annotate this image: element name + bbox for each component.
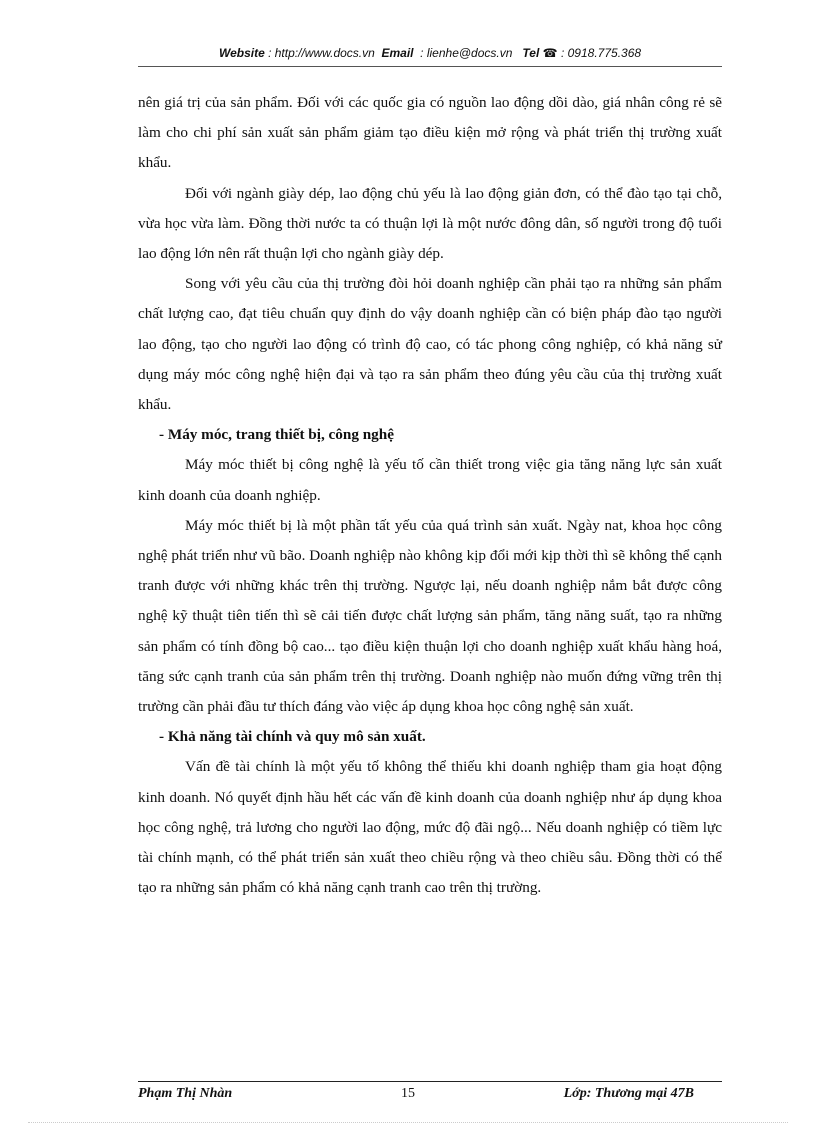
email-label: Email — [381, 46, 414, 60]
paragraph-6: Vấn đề tài chính là một yếu tố không thể thiếu khi doanh nghiệp tham gia hoạt động kinh doanh. Nó quyết định hầu hết các vấn đề kinh doanh của doanh nghiệp như áp dụng khoa học công nghệ, trả lương cho người lao động, mức độ đãi ngộ... Nếu doanh nghiệp có tiềm lực tài chính mạnh, có thể phát triển sản xuất theo chiều rộng và theo chiều sâu. Đồng thời có thể tạo ra những sản phẩm có khả năng cạnh tranh cao trên thị trường. — [138, 758, 722, 897]
footer-divider — [138, 1081, 722, 1082]
page-header — [138, 46, 722, 67]
email-value: : lienhe@docs.vn — [420, 46, 513, 60]
page-footer — [138, 1086, 722, 1108]
website-label: Website — [218, 46, 265, 60]
paragraph-1: nên giá trị của sản phẩm. Đối với các quốc gia có nguồn lao động dồi dào, giá nhân công rẻ sẽ làm cho chi phí sản xuất sản phẩm giảm tạo điều kiện mở rộng và phát triển thị trường xuất khẩu. — [138, 94, 722, 172]
phone-icon: ☎ — [542, 46, 558, 60]
tel-label: Tel — [522, 46, 540, 60]
paragraph-4: Máy móc thiết bị công nghệ là yếu tố cần thiết trong việc gia tăng năng lực sản xuất kinh doanh của doanh nghiệp. — [138, 456, 722, 504]
paragraph-2: Đối với ngành giày dép, lao động chủ yếu là lao động giản đơn, có thể đào tạo tại chỗ, vừa học vừa làm. Đồng thời nước ta có thuận lợi là một nước đông dân, số người trong độ tuổi lao động lớn nên rất thuận lợi cho ngành giày dép. — [138, 184, 722, 263]
paragraph-5: Máy móc thiết bị là một phần tất yếu của quá trình sản xuất. Ngày nat, khoa học công nghệ phát triển như vũ bão. Doanh nghiệp nào không kịp đổi mới kịp thời thì sẽ không thể cạnh tranh được với những khác trên thị trường. Ngược lại, nếu doanh nghiệp nắm bắt được công nghệ kỹ thuật tiên tiến thì sẽ cải tiến được chất lượng sản phẩm, tăng năng suất, tạo ra những sản phẩm có tính đồng bộ cao... tạo điều kiện thuận lợi cho doanh nghiệp xuất khẩu hàng hoá, tăng sức cạnh tranh của sản phẩm trên thị trường. Doanh nghiệp nào muốn đứng vững trên thị trường cần phải đầu tư thích đáng vào việc áp dụng khoa học công nghệ sản xuất. — [138, 516, 722, 716]
page-number: 15 — [401, 1086, 415, 1101]
section-heading-finance: - Khả năng tài chính và quy mô sản xuất. — [159, 728, 426, 746]
footer-author: Phạm Thị Nhàn — [138, 1086, 233, 1101]
footer-class: Lớp: Thương mại 47B — [563, 1086, 694, 1101]
tel-value: : 0918.775.368 — [560, 46, 642, 60]
website-value: : http://www.docs.vn — [268, 46, 375, 60]
paragraph-3: Song với yêu cầu của thị trường đòi hỏi doanh nghiệp cần phải tạo ra những sản phẩm chất lượng cao, đạt tiêu chuẩn quy định do vậy doanh nghiệp cần có biện pháp đào tạo người lao động, tạo cho người lao động có trình độ cao, có tác phong công nghiệp, có khả năng sử dụng máy móc công nghệ hiện đại và tạo ra sản phẩm theo đúng yêu cầu của thị trường xuất khẩu. — [138, 275, 722, 414]
section-heading-machinery: - Máy móc, trang thiết bị, công nghệ — [159, 426, 394, 444]
document-body — [138, 88, 722, 903]
